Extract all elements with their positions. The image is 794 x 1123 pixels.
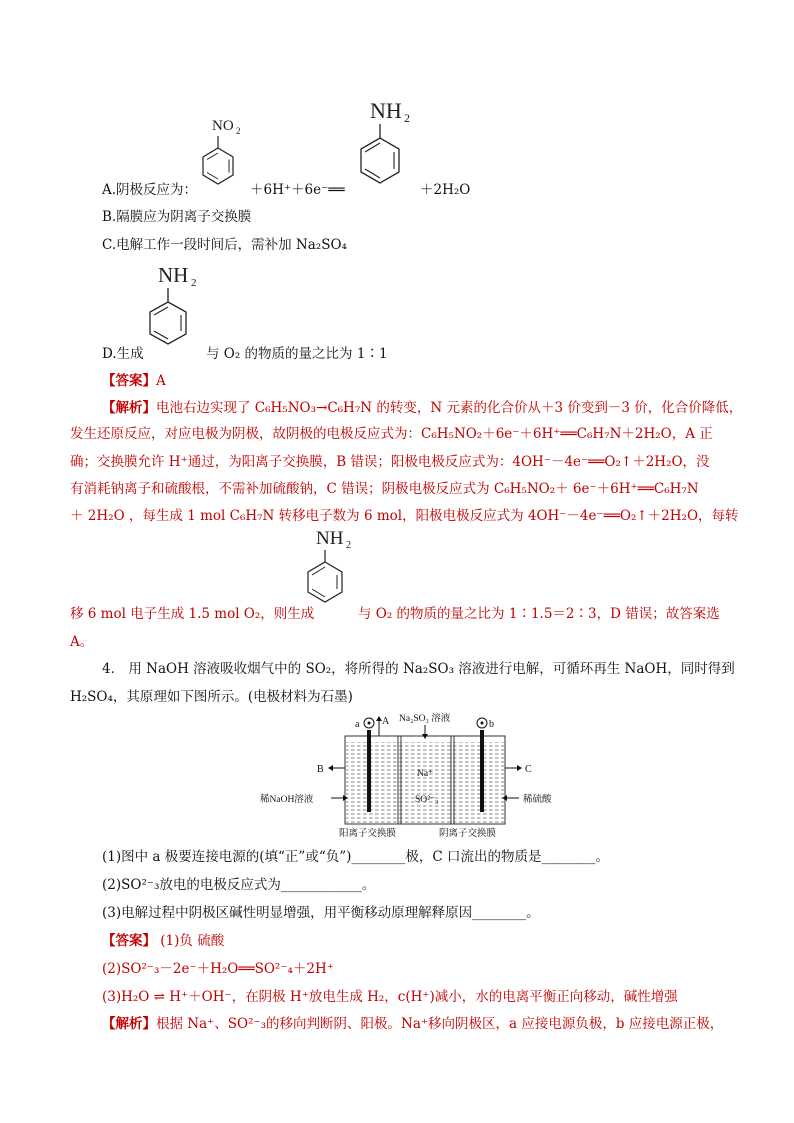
q4-sub-2: (2)SO²⁻₃放电的电极反应式为____________。 <box>102 877 376 893</box>
q3-analysis-line-2: 发生还原反应，对应电极为阴极，故阴极的电极反应式为：C₆H₅NO₂＋6e⁻＋6H⁺══C₆H₇N＋2H₂O，A 正 <box>70 426 713 442</box>
choice-d-suffix: 与 O₂ 的物质的量之比为 1∶1 <box>206 346 388 362</box>
q3-analysis-line-1: 【解析】电池右边实现了 C₆H₅NO₃→C₆H₇N 的转变，N 元素的化合价从＋3 价变到－3 价，化合价降低， <box>102 400 743 416</box>
aniline-structure-a <box>350 92 416 198</box>
nitrobenzene-structure <box>196 112 246 194</box>
choice-c: C.电解工作一段时间后，需补加 Na₂SO₄ <box>102 237 347 253</box>
label-C: C <box>525 764 532 775</box>
amine-label: NH <box>316 528 344 549</box>
q3-analysis-line-5: ＋ 2H₂O ，每生成 1 mol C₆H₇N 转移电子数为 6 mol，阳极电极反应式为 4OH⁻－4e⁻══O₂↑＋2H₂O，每转 <box>70 508 739 524</box>
amine-label: NH <box>370 98 402 123</box>
aniline-structure-d <box>140 258 202 358</box>
ion-so3: SO²⁻₃ <box>415 795 439 805</box>
answer-tag: 【答案】 <box>102 373 156 389</box>
label-cation-membrane: 阳离子交换膜 <box>339 829 397 839</box>
ion-na: Na⁺ <box>417 769 434 779</box>
label-B: B <box>317 764 324 775</box>
amine-subscript: 2 <box>346 540 351 551</box>
electrode-a <box>367 730 371 812</box>
q4-answer-2: (2)SO²⁻₃－2e⁻＋H₂O══SO²⁻₄＋2H⁺ <box>102 961 334 977</box>
q3-analysis-tail-prefix: 移 6 mol 电子生成 1.5 mol O₂，则生成 <box>70 606 315 622</box>
q4-analysis: 【解析】根据 Na⁺、SO²⁻₃的移向判断阴、阳极。Na⁺移向阴极区，a 应接电源负极，b 应接电源正极， <box>102 1016 724 1032</box>
choice-a-middle: ＋6H⁺＋6e⁻══ <box>250 182 345 198</box>
nitro-subscript: 2 <box>236 126 241 136</box>
q3-analysis-tail-end: A。 <box>70 634 94 650</box>
label-naoh: 稀NaOH溶液 <box>260 795 314 805</box>
q4-stem-line-1: 4． 用 NaOH 溶液吸收烟气中的 SO₂，将所得的 Na₂SO₃ 溶液进行电解，可循环再生 NaOH，同时得到 <box>102 661 735 677</box>
q3-analysis-tail-suffix: 与 O₂ 的物质的量之比为 1∶1.5＝2∶3，D 错误；故答案选 <box>358 606 720 622</box>
feed-label: Na₂SO₃ 溶液 <box>399 714 451 724</box>
electrode-b <box>480 730 484 812</box>
amine-subscript: 2 <box>404 111 410 125</box>
choice-a-prefix: A.阴极反应为： <box>102 182 198 198</box>
analysis-tag: 【解析】 <box>102 1016 156 1032</box>
choice-d-prefix: D.生成 <box>102 346 144 362</box>
q3-analysis-line-3: 确；交换膜允许 H⁺通过，为阳离子交换膜，B 错误；阳极电极反应式为：4OH⁻－4e⁻══O₂↑＋2H₂O，没 <box>70 454 710 470</box>
label-anion-membrane: 阴离子交换膜 <box>439 829 497 839</box>
answer-tag: 【答案】 <box>102 933 156 949</box>
q3-analysis-line-4: 有消耗钠离子和硫酸根，不需补加硫酸钠，C 错误；阴极电极反应式为 C₆H₅NO₂＋ 6e⁻＋6H⁺══C₆H₇N <box>70 481 699 497</box>
nitro-label: NO <box>212 118 234 134</box>
aniline-structure-analysis <box>298 522 358 616</box>
answer-value: A <box>156 373 166 389</box>
choice-b: B.隔膜应为阴离子交换膜 <box>102 209 252 225</box>
amine-label: NH <box>158 263 189 287</box>
q4-stem-line-2: H₂SO₄，其原理如下图所示。(电极材料为石墨) <box>70 689 353 705</box>
electrolysis-diagram <box>255 712 555 840</box>
q4-answer-3: (3)H₂O ⇌ H⁺＋OH⁻，在阴极 H⁺放电生成 H₂，c(H⁺)减小，水的电离平衡正向移动，碱性增强 <box>102 989 678 1005</box>
q4-sub-1: (1)图中 a 极要连接电源的(填“正”或“负”)________极，C 口流出的物质是________。 <box>102 849 610 865</box>
label-A: A <box>382 716 390 727</box>
label-b: b <box>489 719 494 730</box>
q4-sub-3: (3)电解过程中阴极区碱性明显增强，用平衡移动原理解释原因________。 <box>102 905 540 921</box>
label-a: a <box>355 719 360 730</box>
analysis-tag: 【解析】 <box>102 400 156 416</box>
q3-answer <box>102 369 166 389</box>
q4-answer-1: 【答案】 (1)负 硫酸 <box>102 933 225 949</box>
amine-subscript: 2 <box>191 277 197 289</box>
choice-a-suffix: ＋2H₂O <box>420 182 471 198</box>
label-acid: 稀硫酸 <box>523 795 552 805</box>
